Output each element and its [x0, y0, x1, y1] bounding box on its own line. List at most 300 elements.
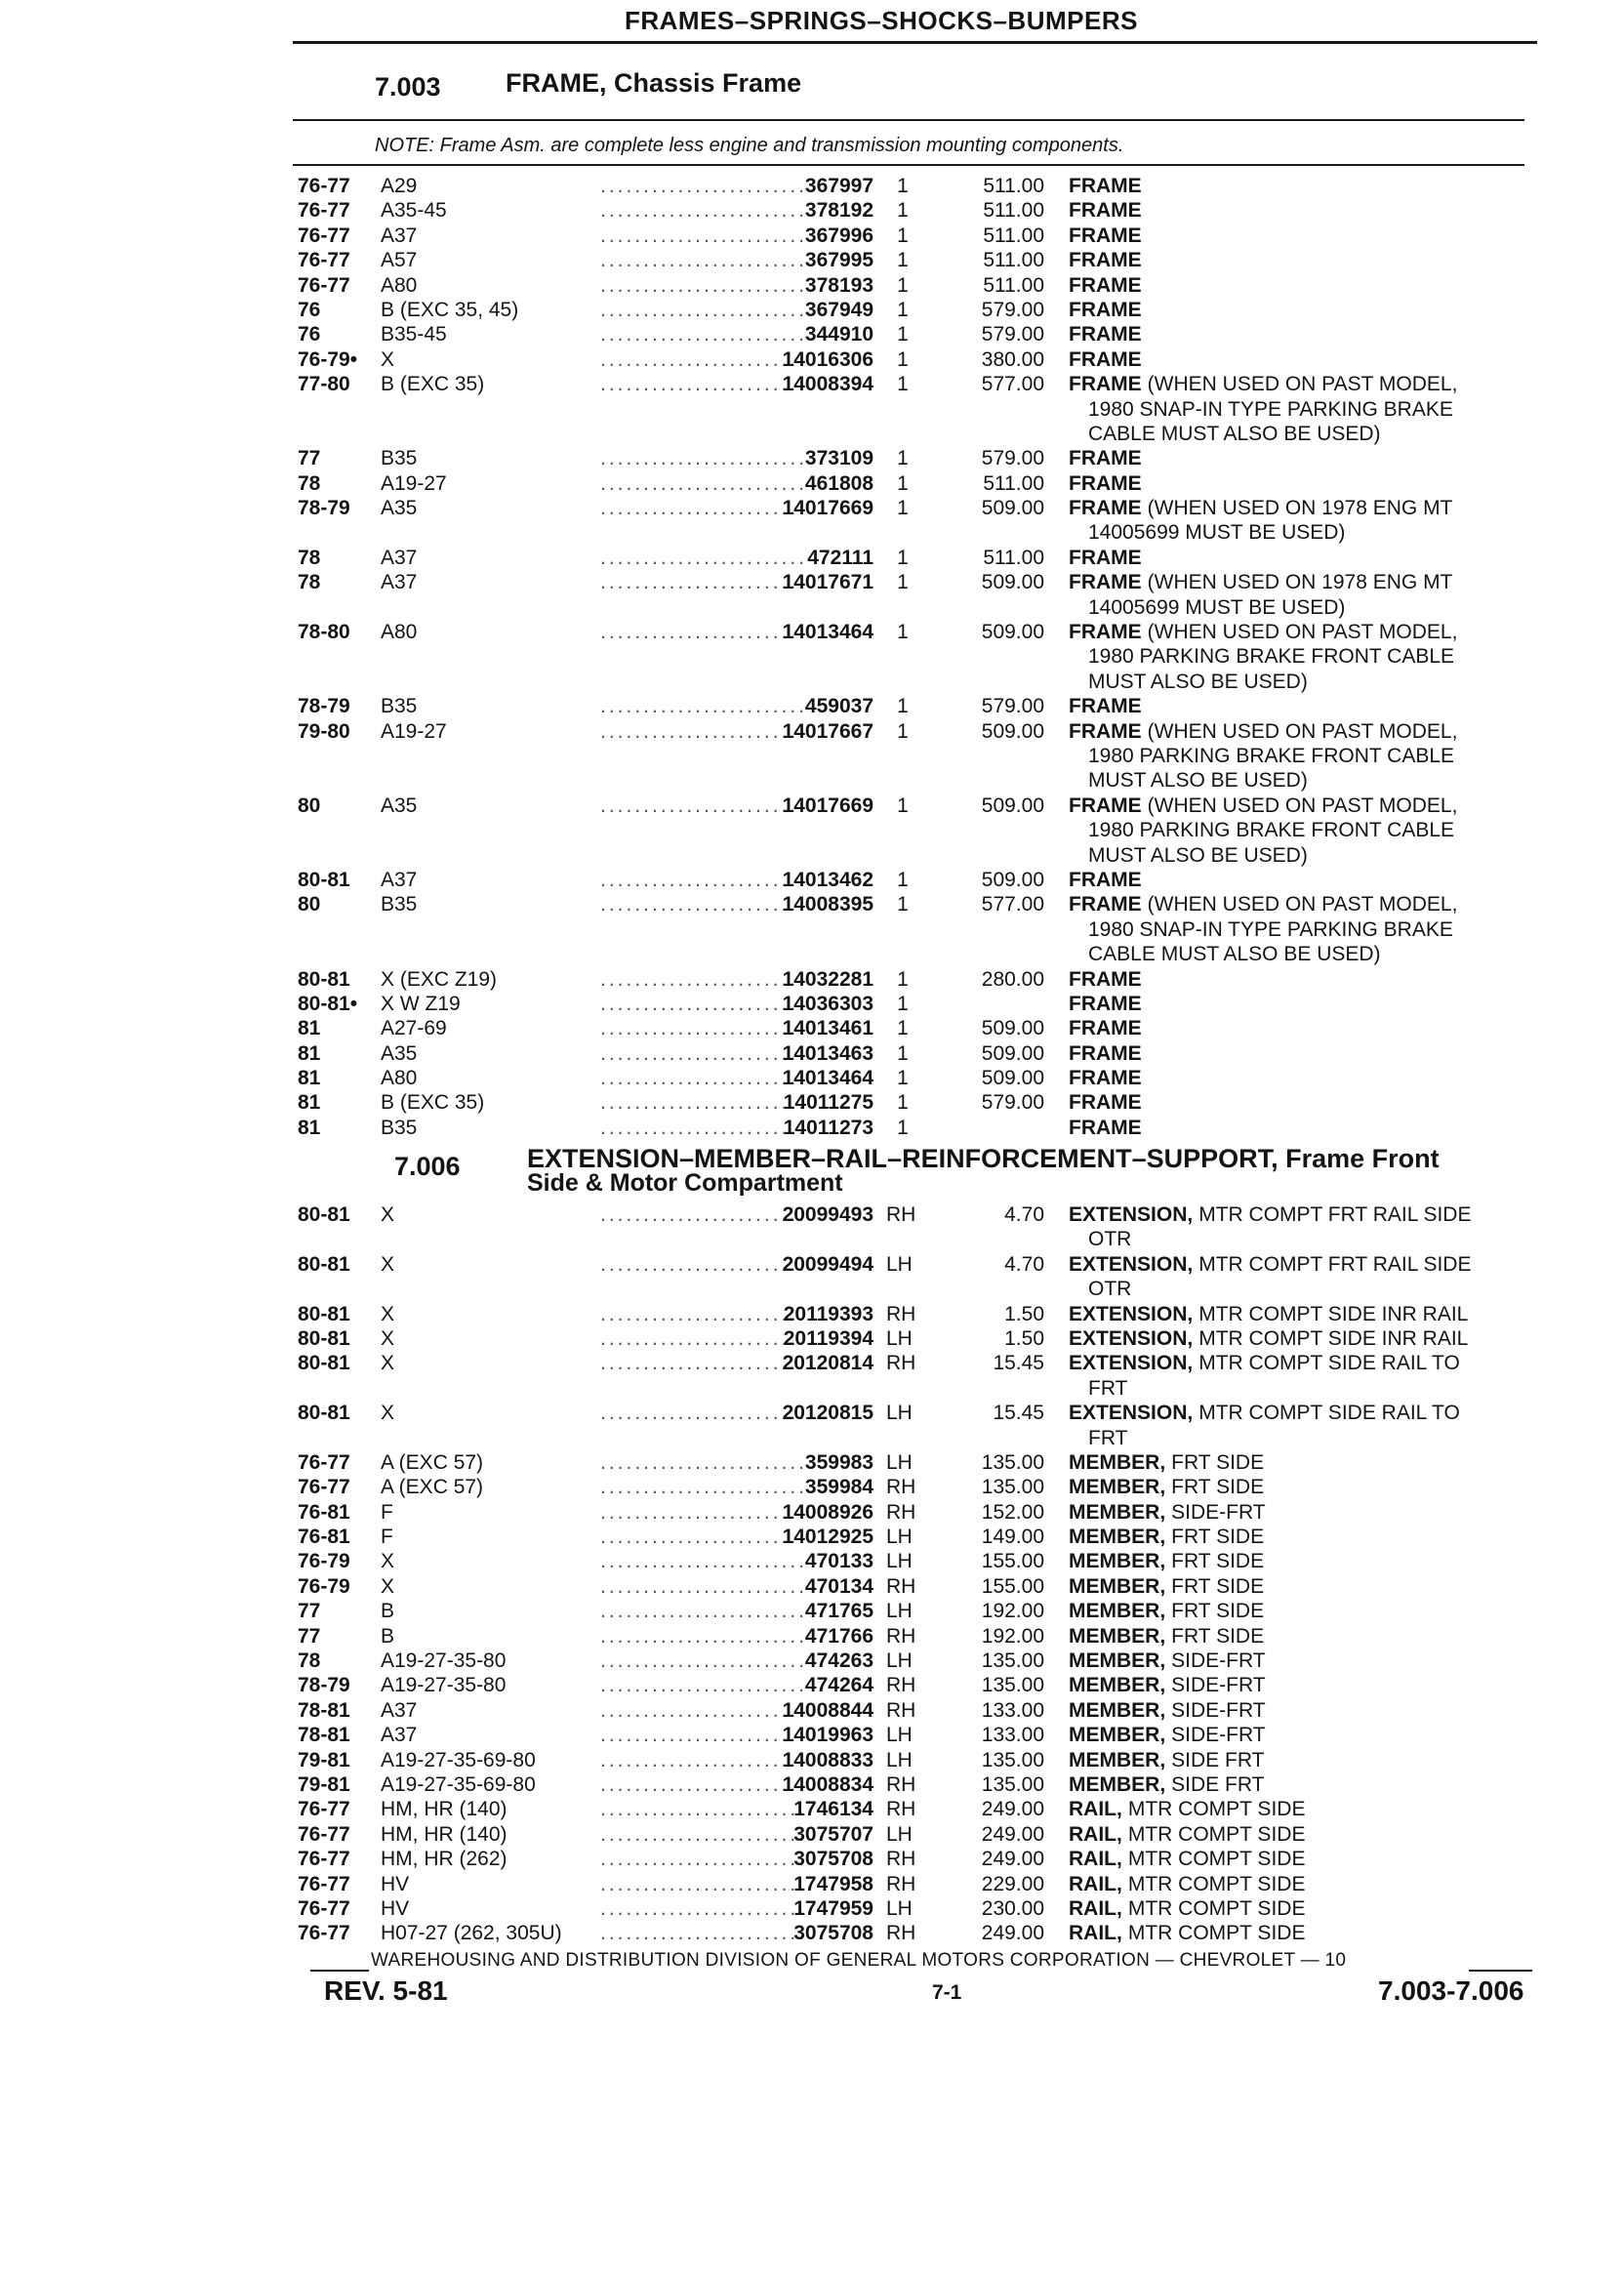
price-cell: 192.00: [981, 1600, 1044, 1623]
description-keyword: MEMBER,: [1069, 1674, 1166, 1697]
quantity-cell: 1: [897, 273, 909, 297]
model-cell: A37: [381, 571, 418, 594]
price-cell: 135.00: [981, 1476, 1044, 1499]
quantity-cell: 1: [897, 175, 909, 197]
table-row: [298, 719, 1547, 744]
section-rule: [293, 119, 1524, 121]
leader-dots: ........................: [600, 1091, 808, 1115]
side-cell: LH: [886, 1450, 913, 1474]
table-row-continued: [298, 520, 1547, 545]
description-text: MTR COMPT FRT RAIL SIDE: [1198, 1203, 1472, 1226]
description-text: FRT SIDE: [1171, 1550, 1265, 1573]
description-continuation: OTR: [1088, 1278, 1132, 1301]
description-keyword: FRAME: [1069, 497, 1142, 520]
table-row: [298, 298, 1547, 322]
model-cell: B35-45: [381, 323, 447, 346]
quantity-cell: 1: [897, 1067, 909, 1090]
year-cell: 78-79: [298, 1674, 350, 1697]
description-keyword: FRAME: [1069, 175, 1142, 197]
part-number-cell: 474264: [804, 1674, 873, 1697]
part-number-cell: 14017667: [782, 719, 873, 743]
price-cell: 4.70: [1004, 1252, 1044, 1276]
model-cell: X: [381, 1302, 395, 1325]
table-row: [298, 1624, 1547, 1649]
part-number-cell: 3075708: [793, 1848, 873, 1871]
description-continuation: OTR: [1088, 1228, 1132, 1251]
description-keyword: FRAME: [1069, 868, 1142, 891]
description-cell: [1069, 794, 1557, 818]
leader-dots: ........................: [600, 249, 808, 272]
price-cell: 509.00: [981, 571, 1044, 594]
description-keyword: FRAME: [1069, 719, 1142, 743]
leader-dots: ........................: [600, 967, 808, 991]
table-row: [298, 992, 1547, 1016]
table-row: [298, 892, 1547, 916]
leader-dots: ........................: [600, 1203, 808, 1226]
year-cell: 78-80: [298, 621, 350, 644]
quantity-cell: 1: [897, 794, 909, 817]
description-text: (WHEN USED ON PAST MODEL,: [1147, 719, 1458, 743]
model-cell: A (EXC 57): [381, 1450, 484, 1474]
description-keyword: MEMBER,: [1069, 1698, 1166, 1722]
description-keyword: FRAME: [1069, 621, 1142, 644]
description-keyword: FRAME: [1069, 224, 1142, 247]
table-row: [298, 1847, 1547, 1871]
header-rule: [293, 41, 1537, 44]
description-continuation: MUST ALSO BE USED): [1088, 670, 1308, 693]
description-keyword: FRAME: [1069, 1091, 1142, 1115]
leader-dots: ........................: [600, 1600, 808, 1623]
table-row-continued: [298, 397, 1547, 422]
part-number-cell: 14013464: [782, 621, 873, 644]
description-continuation: 1980 PARKING BRAKE FRONT CABLE: [1088, 744, 1455, 767]
description-keyword: FRAME: [1069, 1017, 1142, 1040]
part-number-cell: 367996: [804, 224, 873, 247]
price-cell: 577.00: [981, 893, 1044, 916]
table-row: [298, 1698, 1547, 1723]
model-cell: A80: [381, 1067, 418, 1090]
year-cell: 76-77: [298, 1476, 350, 1499]
side-cell: RH: [886, 1574, 916, 1598]
price-cell: 4.70: [1004, 1203, 1044, 1226]
part-number-cell: 14013463: [782, 1041, 873, 1065]
leader-dots: ........................: [600, 621, 808, 644]
description-text: SIDE-FRT: [1171, 1698, 1266, 1722]
description-continuation: MUST ALSO BE USED): [1088, 843, 1308, 867]
year-cell: 78: [298, 471, 321, 495]
year-cell: 80-81•: [298, 992, 358, 1015]
table-row-continued: [298, 744, 1547, 768]
table-row: [298, 1066, 1547, 1090]
leader-dots: ........................: [600, 1450, 808, 1474]
table-row: [298, 471, 1547, 496]
description-keyword: MEMBER,: [1069, 1550, 1166, 1573]
part-number-cell: 20120814: [782, 1352, 873, 1375]
table-row: [298, 967, 1547, 992]
part-number-cell: 3075708: [793, 1922, 873, 1945]
description-keyword: EXTENSION,: [1069, 1402, 1194, 1425]
table-row: [298, 1872, 1547, 1896]
price-cell: 1.50: [1004, 1302, 1044, 1325]
year-cell: 81: [298, 1067, 321, 1090]
table-row-continued: [298, 1426, 1547, 1450]
quantity-cell: 1: [897, 695, 909, 718]
table-row: [298, 1090, 1547, 1115]
part-number-cell: 14011275: [783, 1091, 873, 1115]
description-keyword: FRAME: [1069, 1067, 1142, 1090]
year-cell: 80: [298, 893, 321, 916]
description-keyword: MEMBER,: [1069, 1600, 1166, 1623]
description-cell: [1069, 1772, 1557, 1797]
price-cell: 511.00: [983, 199, 1044, 223]
part-number-cell: 14036303: [782, 992, 873, 1015]
description-cell: [1069, 1822, 1557, 1847]
description-continuation: FRT: [1088, 1426, 1128, 1449]
model-cell: A80: [381, 273, 418, 297]
side-cell: RH: [886, 1500, 916, 1524]
year-cell: 80-81: [298, 1352, 350, 1375]
price-cell: 579.00: [981, 447, 1044, 470]
part-number-cell: 378192: [804, 199, 873, 223]
year-cell: 79-81: [298, 1748, 350, 1771]
model-cell: B (EXC 35): [381, 373, 485, 396]
leader-dots: ........................: [600, 1748, 808, 1771]
description-keyword: EXTENSION,: [1069, 1302, 1194, 1325]
year-cell: 76-77: [298, 1848, 350, 1871]
quantity-cell: 1: [897, 1091, 909, 1115]
part-number-cell: 14017669: [782, 497, 873, 520]
side-cell: RH: [886, 1203, 916, 1226]
year-cell: 80-81: [298, 1326, 350, 1350]
table-row-continued: [298, 1277, 1547, 1301]
table-row-continued: [298, 1227, 1547, 1251]
part-number-cell: 367995: [804, 249, 873, 272]
table-row-continued: [298, 670, 1547, 694]
year-cell: 76-81: [298, 1500, 350, 1524]
year-cell: 79-81: [298, 1772, 350, 1796]
leader-dots: ........................: [600, 224, 808, 247]
part-number-cell: 474263: [804, 1649, 873, 1673]
table-row: [298, 224, 1547, 248]
leader-dots: ........................: [600, 893, 808, 916]
quantity-cell: 1: [897, 497, 909, 520]
model-cell: A19-27: [381, 719, 447, 743]
side-cell: RH: [886, 1772, 916, 1796]
description-text: SIDE-FRT: [1171, 1500, 1266, 1524]
model-cell: A57: [381, 249, 418, 272]
description-text: (WHEN USED ON PAST MODEL,: [1147, 373, 1458, 396]
leader-dots: ........................: [600, 1252, 808, 1276]
description-cell: [1069, 992, 1557, 1016]
part-number-cell: 14013461: [782, 1017, 873, 1040]
catalog-page: [293, 0, 1552, 2280]
table-row: [298, 1252, 1547, 1277]
description-continuation: FRT: [1088, 1376, 1128, 1400]
leader-dots: ........................: [600, 1500, 808, 1524]
note-rule: [293, 164, 1524, 166]
side-cell: LH: [886, 1326, 913, 1350]
table-row: [298, 1822, 1547, 1847]
year-cell: 78-81: [298, 1724, 350, 1747]
description-cell: [1069, 1302, 1557, 1326]
year-cell: 81: [298, 1041, 321, 1065]
leader-dots: ........................: [600, 1822, 808, 1846]
model-cell: A37: [381, 224, 418, 247]
leader-dots: ........................: [600, 497, 808, 520]
description-cell: [1069, 620, 1557, 644]
table-row: [298, 1723, 1547, 1747]
model-cell: A35: [381, 1041, 418, 1065]
price-cell: 135.00: [981, 1450, 1044, 1474]
description-text: FRT SIDE: [1171, 1600, 1265, 1623]
parts-table-frame: [298, 174, 1547, 1140]
table-row: [298, 273, 1547, 298]
model-cell: X W Z19: [381, 992, 461, 1015]
leader-dots: ........................: [600, 199, 808, 223]
description-cell: [1069, 1525, 1557, 1549]
model-cell: X: [381, 1574, 395, 1598]
leader-dots: ........................: [600, 1116, 808, 1139]
leader-dots: ........................: [600, 1896, 808, 1920]
year-cell: 76: [298, 323, 321, 346]
year-cell: 81: [298, 1116, 321, 1139]
price-cell: 133.00: [981, 1698, 1044, 1722]
description-text: SIDE-FRT: [1171, 1724, 1266, 1747]
price-cell: 579.00: [981, 1091, 1044, 1115]
model-cell: B35: [381, 447, 418, 470]
side-cell: RH: [886, 1674, 916, 1697]
year-cell: 79-80: [298, 719, 350, 743]
description-cell: [1069, 1500, 1557, 1525]
leader-dots: ........................: [600, 1302, 808, 1325]
price-cell: 579.00: [981, 298, 1044, 321]
table-row: [298, 347, 1547, 372]
description-text: SIDE-FRT: [1171, 1674, 1266, 1697]
table-row: [298, 1041, 1547, 1066]
model-cell: HM, HR (140): [381, 1822, 508, 1846]
description-cell: [1069, 1450, 1557, 1475]
description-cell: [1069, 174, 1557, 198]
description-keyword: FRAME: [1069, 347, 1142, 371]
year-cell: 76-77: [298, 1822, 350, 1846]
year-cell: 76-81: [298, 1526, 350, 1549]
description-text: MTR COMPT SIDE INR RAIL: [1198, 1302, 1469, 1325]
description-cell: [1069, 273, 1557, 298]
model-cell: A19-27: [381, 471, 447, 495]
part-number-cell: 470134: [804, 1574, 873, 1598]
leader-dots: ........................: [600, 1698, 808, 1722]
part-number-cell: 461808: [804, 471, 873, 495]
price-cell: 15.45: [993, 1402, 1044, 1425]
side-cell: LH: [886, 1526, 913, 1549]
footer-rule-left: [310, 1970, 369, 1972]
part-number-cell: 471765: [804, 1600, 873, 1623]
price-cell: 135.00: [981, 1674, 1044, 1697]
price-cell: 509.00: [981, 1017, 1044, 1040]
price-cell: 509.00: [981, 1067, 1044, 1090]
table-row-continued: [298, 942, 1547, 966]
description-cell: [1069, 198, 1557, 223]
part-number-cell: 14017671: [782, 571, 873, 594]
description-cell: [1069, 224, 1557, 248]
quantity-cell: 1: [897, 719, 909, 743]
parts-table-extension: [298, 1202, 1547, 1946]
quantity-cell: 1: [897, 323, 909, 346]
description-keyword: MEMBER,: [1069, 1500, 1166, 1524]
model-cell: B35: [381, 893, 418, 916]
leader-dots: ........................: [600, 546, 808, 569]
description-text: (WHEN USED ON 1978 ENG MT: [1147, 497, 1453, 520]
description-cell: [1069, 1202, 1557, 1227]
quantity-cell: 1: [897, 1116, 909, 1139]
price-cell: 249.00: [981, 1822, 1044, 1846]
model-cell: A37: [381, 546, 418, 569]
table-row: [298, 1116, 1547, 1140]
year-cell: 76-77: [298, 249, 350, 272]
description-keyword: EXTENSION,: [1069, 1326, 1194, 1350]
description-keyword: FRAME: [1069, 992, 1142, 1015]
table-row: [298, 1772, 1547, 1797]
description-keyword: FRAME: [1069, 373, 1142, 396]
description-cell: [1069, 1698, 1557, 1723]
price-cell: 1.50: [1004, 1326, 1044, 1350]
model-cell: A37: [381, 1724, 418, 1747]
model-cell: A19-27-35-80: [381, 1674, 507, 1697]
model-cell: F: [381, 1500, 393, 1524]
table-row-continued: [298, 843, 1547, 868]
year-cell: 76-77: [298, 273, 350, 297]
description-keyword: FRAME: [1069, 571, 1142, 594]
description-cell: [1069, 694, 1557, 718]
price-cell: 509.00: [981, 621, 1044, 644]
table-row: [298, 1302, 1547, 1326]
quantity-cell: 1: [897, 347, 909, 371]
description-keyword: MEMBER,: [1069, 1476, 1166, 1499]
table-row: [298, 1673, 1547, 1697]
description-keyword: FRAME: [1069, 471, 1142, 495]
table-row: [298, 174, 1547, 198]
model-cell: A37: [381, 1698, 418, 1722]
section-title: FRAME, Chassis Frame: [506, 68, 802, 98]
table-row: [298, 372, 1547, 396]
description-keyword: FRAME: [1069, 1116, 1142, 1139]
price-cell: 511.00: [983, 273, 1044, 297]
leader-dots: ........................: [600, 1526, 808, 1549]
table-row: [298, 868, 1547, 892]
table-row: [298, 1475, 1547, 1499]
table-row: [298, 198, 1547, 223]
leader-dots: ........................: [600, 1017, 808, 1040]
quantity-cell: 1: [897, 571, 909, 594]
section-title: EXTENSION–MEMBER–RAIL–REINFORCEMENT–SUPPORT, Frame Front: [527, 1144, 1440, 1173]
table-row: [298, 322, 1547, 346]
leader-dots: ........................: [600, 1772, 808, 1796]
price-cell: 511.00: [983, 224, 1044, 247]
part-number-cell: 14032281: [782, 967, 873, 991]
price-cell: 511.00: [983, 175, 1044, 197]
description-cell: [1069, 1797, 1557, 1821]
description-keyword: MEMBER,: [1069, 1772, 1166, 1796]
side-cell: RH: [886, 1302, 916, 1325]
description-keyword: EXTENSION,: [1069, 1352, 1194, 1375]
description-keyword: MEMBER,: [1069, 1624, 1166, 1648]
model-cell: H07-27 (262, 305U): [381, 1922, 562, 1945]
description-cell: [1069, 1549, 1557, 1573]
price-cell: 133.00: [981, 1724, 1044, 1747]
part-number-cell: 14019963: [782, 1724, 873, 1747]
model-cell: HV: [381, 1872, 410, 1895]
side-cell: RH: [886, 1698, 916, 1722]
price-cell: 509.00: [981, 1041, 1044, 1065]
model-cell: F: [381, 1526, 393, 1549]
description-text: SIDE-FRT: [1171, 1649, 1266, 1673]
model-cell: X: [381, 1550, 395, 1573]
part-number-cell: 20119394: [783, 1326, 873, 1350]
side-cell: RH: [886, 1624, 916, 1648]
side-cell: LH: [886, 1550, 913, 1573]
year-cell: 80-81: [298, 1203, 350, 1226]
leader-dots: ........................: [600, 1326, 808, 1350]
year-cell: 76-79: [298, 1574, 350, 1598]
description-keyword: MEMBER,: [1069, 1748, 1166, 1771]
model-cell: A27-69: [381, 1017, 447, 1040]
leader-dots: ........................: [600, 868, 808, 891]
description-text: SIDE FRT: [1171, 1748, 1265, 1771]
year-cell: 80-81: [298, 868, 350, 891]
part-number-cell: 14008926: [782, 1500, 873, 1524]
description-cell: [1069, 868, 1557, 892]
description-text: FRT SIDE: [1171, 1574, 1265, 1598]
model-cell: A19-27-35-80: [381, 1649, 507, 1673]
leader-dots: ........................: [600, 175, 808, 197]
description-cell: [1069, 372, 1557, 396]
description-text: MTR COMPT SIDE: [1127, 1872, 1306, 1895]
page-header-title: FRAMES–SPRINGS–SHOCKS–BUMPERS: [625, 6, 1138, 35]
description-cell: [1069, 322, 1557, 346]
part-number-cell: 14011273: [783, 1116, 873, 1139]
description-cell: [1069, 1921, 1557, 1945]
side-cell: LH: [886, 1822, 913, 1846]
description-cell: [1069, 1351, 1557, 1375]
description-keyword: MEMBER,: [1069, 1724, 1166, 1747]
part-number-cell: 14013464: [782, 1067, 873, 1090]
description-continuation: 1980 PARKING BRAKE FRONT CABLE: [1088, 645, 1455, 669]
description-cell: [1069, 1847, 1557, 1871]
price-cell: 249.00: [981, 1798, 1044, 1821]
table-row-continued: [298, 644, 1547, 669]
description-continuation: 1980 SNAP-IN TYPE PARKING BRAKE: [1088, 397, 1453, 421]
part-number-cell: 472111: [807, 546, 873, 569]
side-cell: LH: [886, 1748, 913, 1771]
description-text: MTR COMPT SIDE: [1127, 1922, 1306, 1945]
part-number-cell: 20099493: [782, 1203, 873, 1226]
table-row: [298, 620, 1547, 644]
table-row: [298, 1401, 1547, 1425]
leader-dots: ........................: [600, 1674, 808, 1697]
table-row: [298, 1016, 1547, 1040]
part-number-cell: 373109: [804, 447, 873, 470]
description-cell: [1069, 1624, 1557, 1649]
page-number: 7-1: [932, 1981, 962, 2004]
description-keyword: RAIL,: [1069, 1798, 1122, 1821]
table-row: [298, 1797, 1547, 1821]
part-number-cell: 367997: [804, 175, 873, 197]
description-cell: [1069, 1748, 1557, 1772]
description-cell: [1069, 1066, 1557, 1090]
year-cell: 78-79: [298, 695, 350, 718]
side-cell: RH: [886, 1798, 916, 1821]
year-cell: 76-79: [298, 1550, 350, 1573]
